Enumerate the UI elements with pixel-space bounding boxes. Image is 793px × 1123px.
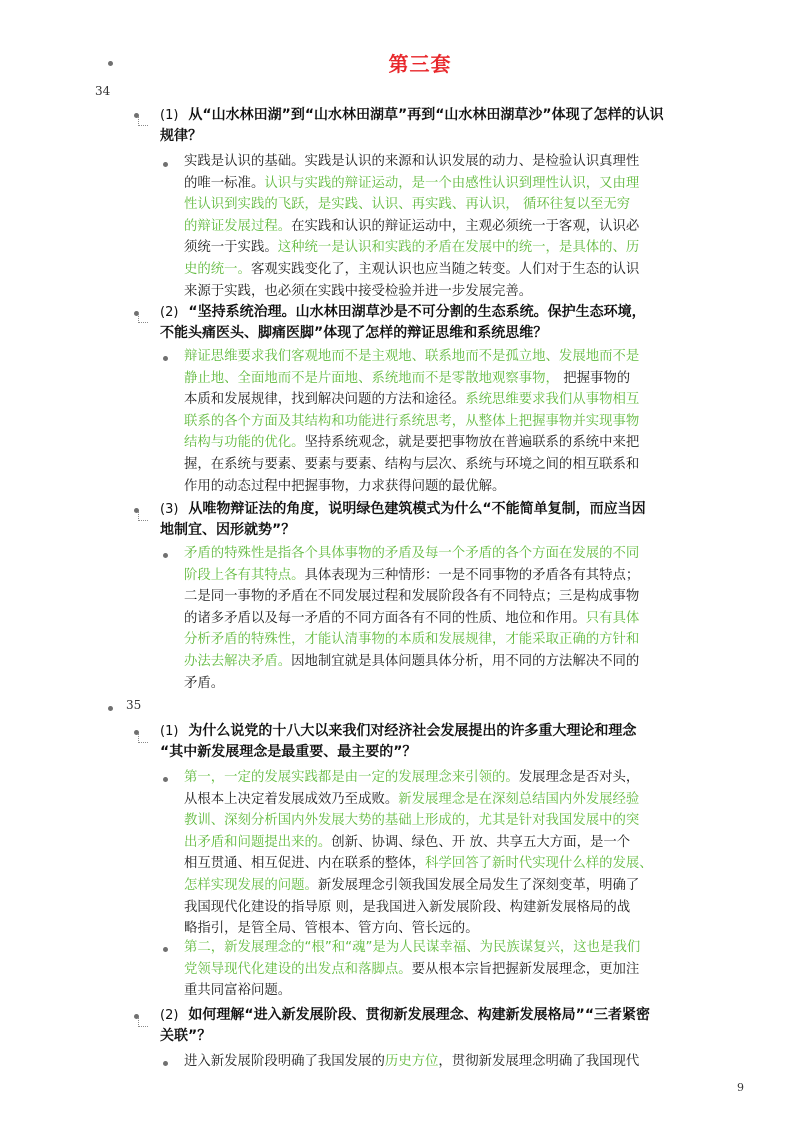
highlighted-text: 出矛盾和问题提出来的。 xyxy=(184,834,332,850)
answer-text: 我国现代化建设的指导原 则，是我国进入新发展阶段、构建新发展格局的战 xyxy=(184,899,631,915)
question-text-line: 地制宜、因形就势”？ xyxy=(160,522,296,538)
answer-35-1-a xyxy=(184,767,744,940)
question-text-line: 从唯物辩证法的角度，说明绿色建筑模式为什么“不能简单复制，而应当因 xyxy=(188,501,646,517)
question-text-line: 不能头痛医头、脚痛医脚”体现了怎样的辩证思维和系统思维？ xyxy=(160,325,548,341)
highlighted-text: 党领导现代化建设的出发点和落脚点。 xyxy=(184,961,412,977)
highlighted-text: 教训、深刻分析国内外发展大势的基础上形成的，尤其是针对我国发展中的突 xyxy=(184,813,640,829)
question-label: (3) xyxy=(160,502,179,517)
question-35-2 xyxy=(160,1005,740,1047)
answer-text: 坚持系统观念，就是要把事物放在普遍联系的系统中来把 xyxy=(304,435,640,451)
answer-line xyxy=(184,411,744,433)
answer-text: 的诸多矛盾以及每一矛盾的不同方面各有不同的性质、地位和作用。 xyxy=(184,610,586,626)
answer-line xyxy=(184,608,744,630)
answer-text: 相互贯通、相互促进、内在联系的整体， xyxy=(184,856,426,872)
answer-line xyxy=(184,1051,744,1073)
answer-text: 本质和发展规律，找到解决问题的方法和途径。 xyxy=(184,392,466,408)
answer-bullet xyxy=(163,1061,168,1066)
answer-text: 把握事物的 xyxy=(558,370,631,386)
highlighted-text: 新发展理念是在深刻总结国内外发展经验 xyxy=(398,791,640,807)
highlighted-text: 的辩证发展过程。 xyxy=(184,218,292,234)
section-number: 34 xyxy=(95,84,111,98)
answer-text: 略指引，是管全局、管根本、管方向、管长远的。 xyxy=(184,921,479,937)
answer-line xyxy=(184,194,744,216)
answer-line xyxy=(184,937,744,959)
highlighted-text: 阶段上各有其特点。 xyxy=(184,567,305,583)
highlighted-text: 分析矛盾的特殊性，才能认清事物的本质和发展规律，才能采取正确的方针和 xyxy=(184,632,640,648)
answer-line xyxy=(184,651,744,673)
page-title: 第三套 xyxy=(388,52,452,76)
question-34-1 xyxy=(160,105,740,147)
answer-line xyxy=(184,810,744,832)
question-text-line: 为什么说党的十八大以来我们对经济社会发展提出的许多重大理论和理念 xyxy=(188,723,637,739)
question-text-line: “坚持系统治理。山水林田湖草沙是不可分割的生态系统。保护生态环境， xyxy=(188,304,646,320)
highlighted-text: 性认识到实践的飞跃，是实践、认识、再实践、再认识， 循环往复以至无穷 xyxy=(184,197,631,213)
highlighted-text: 只有具体 xyxy=(585,610,640,626)
answer-35-2 xyxy=(184,1051,744,1073)
answer-text: 因地制宜就是具体问题具体分析，用不同的方法解决不同的 xyxy=(291,653,640,669)
highlighted-text: 认识与实践的辩证运动，是一个由感性认识到理性认识，又由理 xyxy=(264,175,640,191)
highlighted-text: 结构与功能的优化。 xyxy=(184,435,305,451)
question-marker-icon xyxy=(138,313,148,323)
highlighted-text: 史的统一。 xyxy=(184,261,251,277)
answer-text: 进入新发展阶段明确了我国发展的 xyxy=(184,1054,385,1069)
question-35-1 xyxy=(160,721,740,763)
answer-35-1-b xyxy=(184,937,744,1002)
answer-line xyxy=(184,237,744,259)
highlighted-text: 这种统一是认识和实践的矛盾在发展中的统一，是具体的、历 xyxy=(277,240,640,256)
question-text-line: 规律？ xyxy=(160,128,202,144)
page-number: 9 xyxy=(737,1081,744,1094)
highlighted-text: 科学回答了新时代实现什么样的发展、 xyxy=(425,856,653,872)
question-text-line: 从“山水林田湖”到“山水林田湖草”再到“山水林田湖草沙”体现了怎样的认识 xyxy=(188,107,664,123)
answer-bullet xyxy=(163,162,168,167)
answer-text: 新发展理念引领我国发展全局发生了深刻变革，明确了 xyxy=(317,877,640,893)
answer-text: ，贯彻新发展理念明确了我国现代 xyxy=(438,1054,640,1069)
highlighted-text: 第二，新发展理念的“根”和“魂”是为人民谋幸福、为民族谋复兴，这也是我们 xyxy=(184,940,641,955)
title-bullet xyxy=(108,61,113,66)
answer-line xyxy=(184,853,744,875)
answer-line xyxy=(184,173,744,195)
answer-line xyxy=(184,454,744,476)
answer-text: 二是同一事物的矛盾在不同发展过程和发展阶段各有不同特点；三是构成事物 xyxy=(184,589,640,605)
question-34-2 xyxy=(160,302,740,344)
highlighted-text: 系统思维要求我们从事物相互 xyxy=(465,392,640,408)
section-number: 35 xyxy=(126,698,142,712)
answer-line xyxy=(184,832,744,854)
answer-line xyxy=(184,476,744,498)
answer-34-3 xyxy=(184,543,744,694)
answer-line xyxy=(184,565,744,587)
question-marker-icon xyxy=(138,116,148,126)
answer-text: 发展理念是否对头， xyxy=(518,770,640,785)
question-text-line: 关联”？ xyxy=(160,1028,212,1044)
answer-line xyxy=(184,959,744,981)
answer-line xyxy=(184,368,744,390)
answer-line xyxy=(184,543,744,565)
question-label: (1) xyxy=(160,108,179,123)
answer-line xyxy=(184,897,744,919)
answer-text: 创新、协调、绿色、开 放、共享五大方面，是一个 xyxy=(331,834,631,850)
question-label: (1) xyxy=(160,724,179,739)
question-marker-icon xyxy=(138,733,148,743)
question-marker-icon xyxy=(138,511,148,521)
answer-text: 实践是认识的基础。实践是认识的来源和认识发展的动力、是检验认识真理性 xyxy=(184,154,640,169)
question-marker-icon xyxy=(138,1017,148,1027)
highlighted-text: 历史方位 xyxy=(384,1054,439,1069)
answer-text: 来源于实践，也必须在实践中接受检验并进一步发展完善。 xyxy=(184,283,533,299)
answer-line xyxy=(184,346,744,368)
answer-text: 客观实践变化了，主观认识也应当随之转变。人们对于生态的认识 xyxy=(250,261,640,277)
answer-text: 握，在系统与要素、要素与要素、结构与层次、系统与环境之间的相互联系和 xyxy=(184,456,640,472)
question-label: (2) xyxy=(160,1008,179,1023)
highlighted-text: 静止地、全面地而不是片面地、系统地而不是零散地观察事物， xyxy=(184,370,559,386)
highlighted-text: 怎样实现发展的问题。 xyxy=(184,877,318,893)
highlighted-text: 第一，一定的发展实践都是由一定的发展理念来引领的。 xyxy=(184,770,519,785)
answer-bullet xyxy=(163,947,168,952)
answer-line xyxy=(184,875,744,897)
answer-line xyxy=(184,980,744,1002)
answer-line xyxy=(184,767,744,789)
highlighted-text: 辩证思维要求我们客观地而不是主观地、联系地而不是孤立地、发展地而不是 xyxy=(184,349,640,364)
answer-bullet xyxy=(163,777,168,782)
answer-line xyxy=(184,629,744,651)
answer-text: 在实践和认识的辩证运动中，主观必须统一于客观，认识必 xyxy=(291,218,640,234)
answer-line xyxy=(184,389,744,411)
answer-line xyxy=(184,673,744,695)
answer-text: 作用的动态过程中把握事物，力求获得问题的最优解。 xyxy=(184,478,506,494)
answer-34-1 xyxy=(184,151,744,302)
answer-line xyxy=(184,789,744,811)
answer-text: 具体表现为三种情形：一是不同事物的矛盾各有其特点； xyxy=(304,567,640,583)
answer-line xyxy=(184,281,744,303)
highlighted-text: 联系的各个方面及其结构和功能进行系统思考，从整体上把握事物并实现事物 xyxy=(184,413,640,429)
answer-text: 的唯一标准。 xyxy=(184,175,265,191)
question-text-line: 如何理解“进入新发展阶段、贯彻新发展理念、构建新发展格局”“三者紧密 xyxy=(188,1007,651,1023)
answer-text: 重共同富裕问题。 xyxy=(184,983,292,999)
answer-bullet xyxy=(163,356,168,361)
answer-bullet xyxy=(163,553,168,558)
question-label: (2) xyxy=(160,305,179,320)
highlighted-text: 办法去解决矛盾。 xyxy=(184,653,292,669)
answer-line xyxy=(184,586,744,608)
answer-line xyxy=(184,432,744,454)
question-text-line: “其中新发展理念是最重要、最主要的”？ xyxy=(160,744,417,760)
answer-line xyxy=(184,259,744,281)
answer-34-2 xyxy=(184,346,744,497)
section-bullet xyxy=(108,706,113,711)
answer-text: 要从根本宗旨把握新发展理念，更加注 xyxy=(411,961,640,977)
answer-text: 矛盾。 xyxy=(184,675,225,691)
answer-line xyxy=(184,216,744,238)
question-34-3 xyxy=(160,499,740,541)
answer-line xyxy=(184,151,744,173)
highlighted-text: 矛盾的特殊性是指各个具体事物的矛盾及每一个矛盾的各个方面在发展的不同 xyxy=(184,546,640,561)
answer-text: 须统一于实践。 xyxy=(184,240,278,256)
answer-text: 从根本上决定着发展成效乃至成败。 xyxy=(184,791,399,807)
